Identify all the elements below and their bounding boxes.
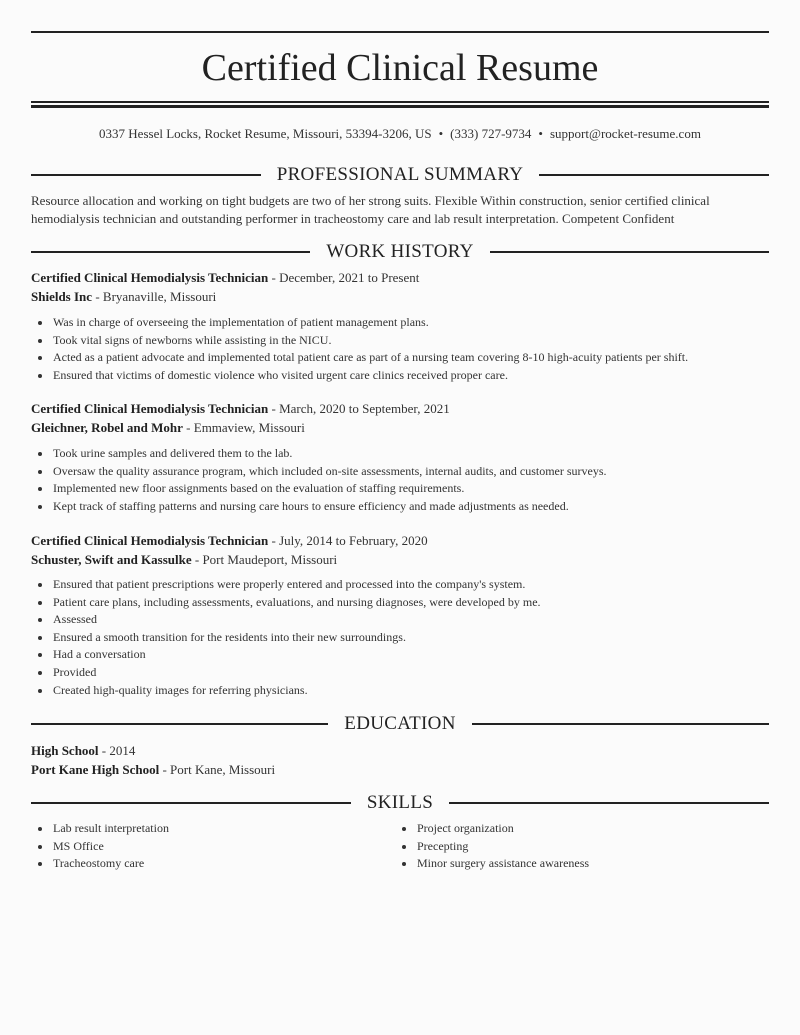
- section-rule-left: [31, 251, 310, 253]
- section-rule-right: [539, 174, 769, 176]
- job-bullets: [31, 314, 769, 384]
- job-bullet: Provided: [31, 664, 769, 682]
- education-entry: [31, 741, 769, 779]
- skill-item: MS Office: [31, 838, 395, 856]
- job-title-line: [31, 399, 769, 418]
- employer-location: - Bryanaville, Missouri: [92, 289, 217, 304]
- title-rule-upper: [31, 101, 769, 103]
- employer-line: [31, 550, 769, 569]
- education-degree-line: [31, 741, 769, 760]
- job-bullet: Had a conversation: [31, 646, 769, 664]
- job-bullet: Patient care plans, including assessments, evaluations, and nursing diagnoses, were developed by me.: [31, 594, 769, 612]
- job-bullet: Took vital signs of newborns while assisting in the NICU.: [31, 332, 769, 350]
- job-dates: - July, 2014 to February, 2020: [268, 533, 428, 548]
- contact-separator: •: [438, 126, 444, 141]
- section-rule-right: [449, 802, 769, 804]
- summary-text: Resource allocation and working on tight budgets are two of her strong suits. Flexible Within construction, senior certified clinical hemodialysis technician and outstanding performer in tracheostomy care and lab result interpretation. Competent Confident: [31, 193, 710, 226]
- section-title-summary: PROFESSIONAL SUMMARY: [276, 164, 524, 185]
- skill-item: Lab result interpretation: [31, 820, 395, 838]
- job-bullet: Acted as a patient advocate and implemented total patient care as part of a nursing team covering 8-10 high-acuity patients per shift.: [31, 349, 769, 367]
- section-title-skills: SKILLS: [366, 792, 434, 813]
- job-title-line: [31, 531, 769, 550]
- section-rule-right: [490, 251, 769, 253]
- job-entry: [31, 531, 769, 699]
- skills-column-right: [395, 820, 759, 873]
- education-degree: High School: [31, 743, 99, 758]
- section-title-education: EDUCATION: [344, 713, 456, 734]
- skill-item: Project organization: [395, 820, 759, 838]
- job-bullet: Took urine samples and delivered them to the lab.: [31, 445, 769, 463]
- education-year: - 2014: [98, 743, 136, 758]
- contact-email[interactable]: support@rocket-resume.com: [549, 126, 701, 141]
- job-bullet: Ensured that victims of domestic violence who visited urgent care clinics received proper care.: [31, 367, 769, 385]
- section-header-summary: [31, 163, 769, 187]
- job-title: Certified Clinical Hemodialysis Technician: [31, 270, 269, 285]
- job-title: Certified Clinical Hemodialysis Technician: [31, 533, 269, 548]
- section-rule-left: [31, 723, 328, 725]
- skill-item: Tracheostomy care: [31, 855, 395, 873]
- section-title-work: WORK HISTORY: [326, 241, 474, 262]
- job-entry: [31, 399, 769, 515]
- job-dates: - March, 2020 to September, 2021: [268, 401, 450, 416]
- job-bullet: Kept track of staffing patterns and nursing care hours to ensure efficiency and made adjustments as needed.: [31, 498, 769, 516]
- job-bullet: Was in charge of overseeing the implementation of patient management plans.: [31, 314, 769, 332]
- section-rule-right: [472, 723, 769, 725]
- job-bullet: Assessed: [31, 611, 769, 629]
- job-dates: - December, 2021 to Present: [268, 270, 420, 285]
- skill-item: Minor surgery assistance awareness: [395, 855, 759, 873]
- education-location: - Port Kane, Missouri: [159, 762, 276, 777]
- job-title: Certified Clinical Hemodialysis Technician: [31, 401, 269, 416]
- employer-location: - Emmaview, Missouri: [182, 420, 305, 435]
- job-bullets: [31, 576, 769, 699]
- job-bullet: Ensured that patient prescriptions were properly entered and processed into the company's system.: [31, 576, 769, 594]
- section-header-skills: [31, 791, 769, 815]
- job-bullet: Implemented new floor assignments based on the evaluation of staffing requirements.: [31, 480, 769, 498]
- employer-line: [31, 287, 769, 306]
- job-title-line: [31, 268, 769, 287]
- skill-item: Precepting: [395, 838, 759, 856]
- resume-title: Certified Clinical Resume: [201, 47, 599, 89]
- skills-list: [31, 820, 769, 873]
- section-rule-left: [31, 802, 351, 804]
- job-entry: [31, 268, 769, 384]
- contact-line: [31, 125, 769, 143]
- job-bullets: [31, 445, 769, 515]
- title-rule-lower: [31, 105, 769, 108]
- contact-address: 0337 Hessel Locks, Rocket Resume, Missouri, 53394-3206, US: [99, 126, 432, 141]
- employer-line: [31, 418, 769, 437]
- top-rule: [31, 31, 769, 33]
- employer-name: Schuster, Swift and Kassulke: [31, 552, 192, 567]
- contact-phone[interactable]: (333) 727-9734: [450, 126, 532, 141]
- job-bullet: Ensured a smooth transition for the residents into their new surroundings.: [31, 629, 769, 647]
- employer-location: - Port Maudeport, Missouri: [191, 552, 338, 567]
- job-bullet: Created high-quality images for referring physicians.: [31, 682, 769, 700]
- skills-column-left: [31, 820, 395, 873]
- section-header-work: [31, 240, 769, 264]
- section-rule-left: [31, 174, 261, 176]
- section-header-education: [31, 712, 769, 736]
- employer-name: Gleichner, Robel and Mohr: [31, 420, 183, 435]
- contact-separator: •: [538, 126, 543, 141]
- education-school-line: [31, 760, 769, 779]
- employer-name: Shields Inc: [31, 289, 93, 304]
- job-bullet: Oversaw the quality assurance program, which included on-site assessments, internal audits, and customer surveys.: [31, 463, 769, 481]
- education-school: Port Kane High School: [31, 762, 160, 777]
